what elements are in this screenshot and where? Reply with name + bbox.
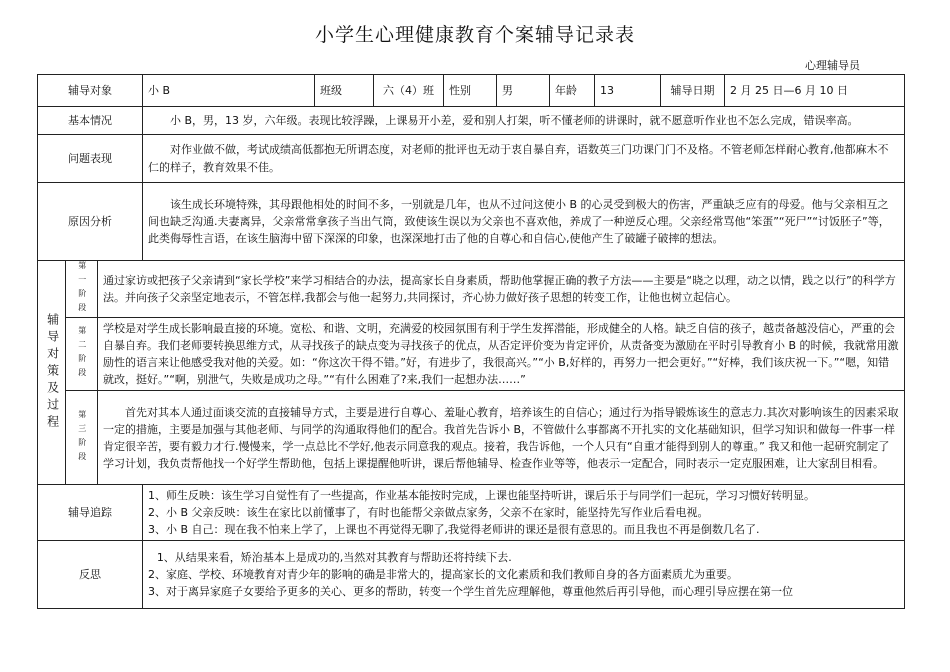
record-table xyxy=(37,74,905,609)
followup-item: 2、小 B 父亲反映：该生在家比以前懂事了，有时也能帮父亲做点家务，父亲不在家时，能坚持先写作业后看电视。 xyxy=(148,506,709,520)
followup-item: 1、师生反映：该生学习自觉性有了一些提高，作业基本能按时完成，上课也能坚持听讲，课后乐于与同学们一起玩，学习习惯好转明显。 xyxy=(148,489,816,503)
reflection-item: 1、从结果来看，矫治基本上是成功的,当然对其教育与帮助还将持续下去. xyxy=(156,551,512,565)
date-value: 2 月 25 日—6 月 10 日 xyxy=(725,75,905,107)
strategy-stage-3-row xyxy=(38,391,905,485)
subject-value: 小 B xyxy=(143,75,315,107)
strategy-label-cell xyxy=(38,261,66,485)
stage-3-label-cell xyxy=(66,391,98,485)
stage-2-label: 第二阶段 xyxy=(77,326,87,383)
followup-row xyxy=(38,485,905,541)
strategy-stage-2-row xyxy=(38,318,905,391)
stage-3-label: 第三阶段 xyxy=(77,409,87,466)
problem-label: 问题表现 xyxy=(38,135,143,183)
reflection-item: 3、对于离异家庭子女要给予更多的关心、更多的帮助，转变一个学生首先应理解他，尊重他然后再引导他，而心理引导应摆在第一位 xyxy=(148,585,794,599)
basic-text: 小 B，男，13 岁，六年级。表现比较浮躁，上课易开小差，爱和别人打架，听不懂老师的讲课时，就不愿意听作业也不怎么完成，错误率高。 xyxy=(143,107,905,135)
counselor-label: 心理辅导员 xyxy=(805,59,860,72)
info-row xyxy=(38,75,905,107)
stage-3-text: 首先对其本人通过面谈交流的直接辅导方式，主要是进行自尊心、羞耻心教育，培养该生的自信心；通过行为指导锻炼该生的意志力.其次对影响该生的因素采取一定的措施，主要是加强与其他老师、与同学的沟通取得他们的配合。我首先告诉小 B，不管做什么事都离不开扎实的文化基础知识，但学习知识和做每一件事一样肯定很辛苦，要有毅力才行.慢慢来，学一点总比不学好,他表示同意我的观点。接着，我告诉他，一个人只有“自重才能得到别人的尊重。” 我又和他一起研究制定了学习计划，我负责帮他找一个好学生帮助他，包括上课提醒他听讲，课后帮他辅导、检查作业等等，他表示一定配合，同时表示一定克服困难，让大家刮目相看。 xyxy=(98,391,905,485)
gender-value: 男 xyxy=(497,75,550,107)
basic-label: 基本情况 xyxy=(38,107,143,135)
basic-row xyxy=(38,107,905,135)
stage-2-label-cell xyxy=(66,318,98,391)
gender-label: 性别 xyxy=(444,75,497,107)
followup-label: 辅导追踪 xyxy=(38,485,143,541)
reflection-content xyxy=(143,541,905,609)
strategy-label: 辅导对策及过程 xyxy=(45,313,60,433)
reflection-label: 反思 xyxy=(38,541,143,609)
problem-row xyxy=(38,135,905,183)
stage-1-label: 第一阶段 xyxy=(77,261,87,317)
class-value: 六（4）班 xyxy=(374,75,444,107)
reflection-item: 2、家庭、学校、环境教育对青少年的影响的确是非常大的，提高家长的文化素质和我们教师自身的各方面素质尤为重要。 xyxy=(148,568,739,582)
cause-label: 原因分析 xyxy=(38,183,143,261)
age-label: 年龄 xyxy=(550,75,595,107)
cause-text: 该生成长环境特殊，其母跟他相处的时间不多，一别就是几年，也从不过问这使小 B 的心灵受到极大的伤害，严重缺乏应有的母爱。他与父亲相互之间也缺乏沟通.夫妻离异，父亲常常拿孩子当出气筒，致使该生误以为父亲也不喜欢他，养成了一种逆反心理。父亲经常骂他“笨蛋”“死尸”“讨饭胚子”等，此类侮辱性言语，在该生脑海中留下深深的印象，也深深地打击了他的自尊心和自信心,使他产生了破罐子破摔的想法。 xyxy=(143,183,905,261)
page-title: 小学生心理健康教育个案辅导记录表 xyxy=(314,24,635,46)
date-label: 辅导日期 xyxy=(661,75,725,107)
age-value: 13 xyxy=(595,75,661,107)
followup-content xyxy=(143,485,905,541)
problem-text: 对作业做不做，考试成绩高低都抱无所谓态度，对老师的批评也无动于衷自暴自弃，语数英三门功课门门不及格。不管老师怎样耐心教育,他都麻木不仁的样子，教育效果不佳。 xyxy=(143,135,905,183)
stage-2-text: 学校是对学生成长影响最直接的环境。宽松、和谐、文明，充满爱的校园氛围有利于学生发挥潜能，形成健全的人格。缺乏自信的孩子，越责备越没信心，严重的会自暴自弃。我们老师要转换思维方式，从寻找孩子的缺点变为寻找孩子的优点，从否定评价变为肯定评价，从责备变为激励在平时引导教育小 B 的时候，我就常用激励性的语言来让他感受我对他的关爱。如：“你这次干得不错。”好，有进步了，我很高兴。”“小 B,好样的，再努力一把会更好。”“好棒，我们该庆祝一下。”“嗯，知错就改，挺好。”“啊，别泄气，失败是成功之母。”“有什么困难了?来,我们一起想办法……” xyxy=(98,318,905,391)
followup-item: 3、小 B 自己：现在我不怕来上学了，上课也不再觉得无聊了,我觉得老师讲的课还是很有意思的。而且我也不再是倒数几名了. xyxy=(148,523,760,537)
reflection-row xyxy=(38,541,905,609)
stage-1-label-cell xyxy=(66,261,98,318)
stage-1-text: 通过家访或把孩子父亲请到“家长学校”来学习相结合的办法，提高家长自身素质，帮助他掌握正确的教子方法——主要是“晓之以理，动之以情，践之以行”的科学方法。并向孩子父亲坚定地表示，不管怎样,我都会与他一起努力,共同探讨，齐心协力做好孩子思想的转变工作，让他也树立起信心。 xyxy=(98,261,905,318)
strategy-stage-1-row xyxy=(38,261,905,318)
subject-label: 辅导对象 xyxy=(38,75,143,107)
class-label: 班级 xyxy=(315,75,374,107)
cause-row xyxy=(38,183,905,261)
